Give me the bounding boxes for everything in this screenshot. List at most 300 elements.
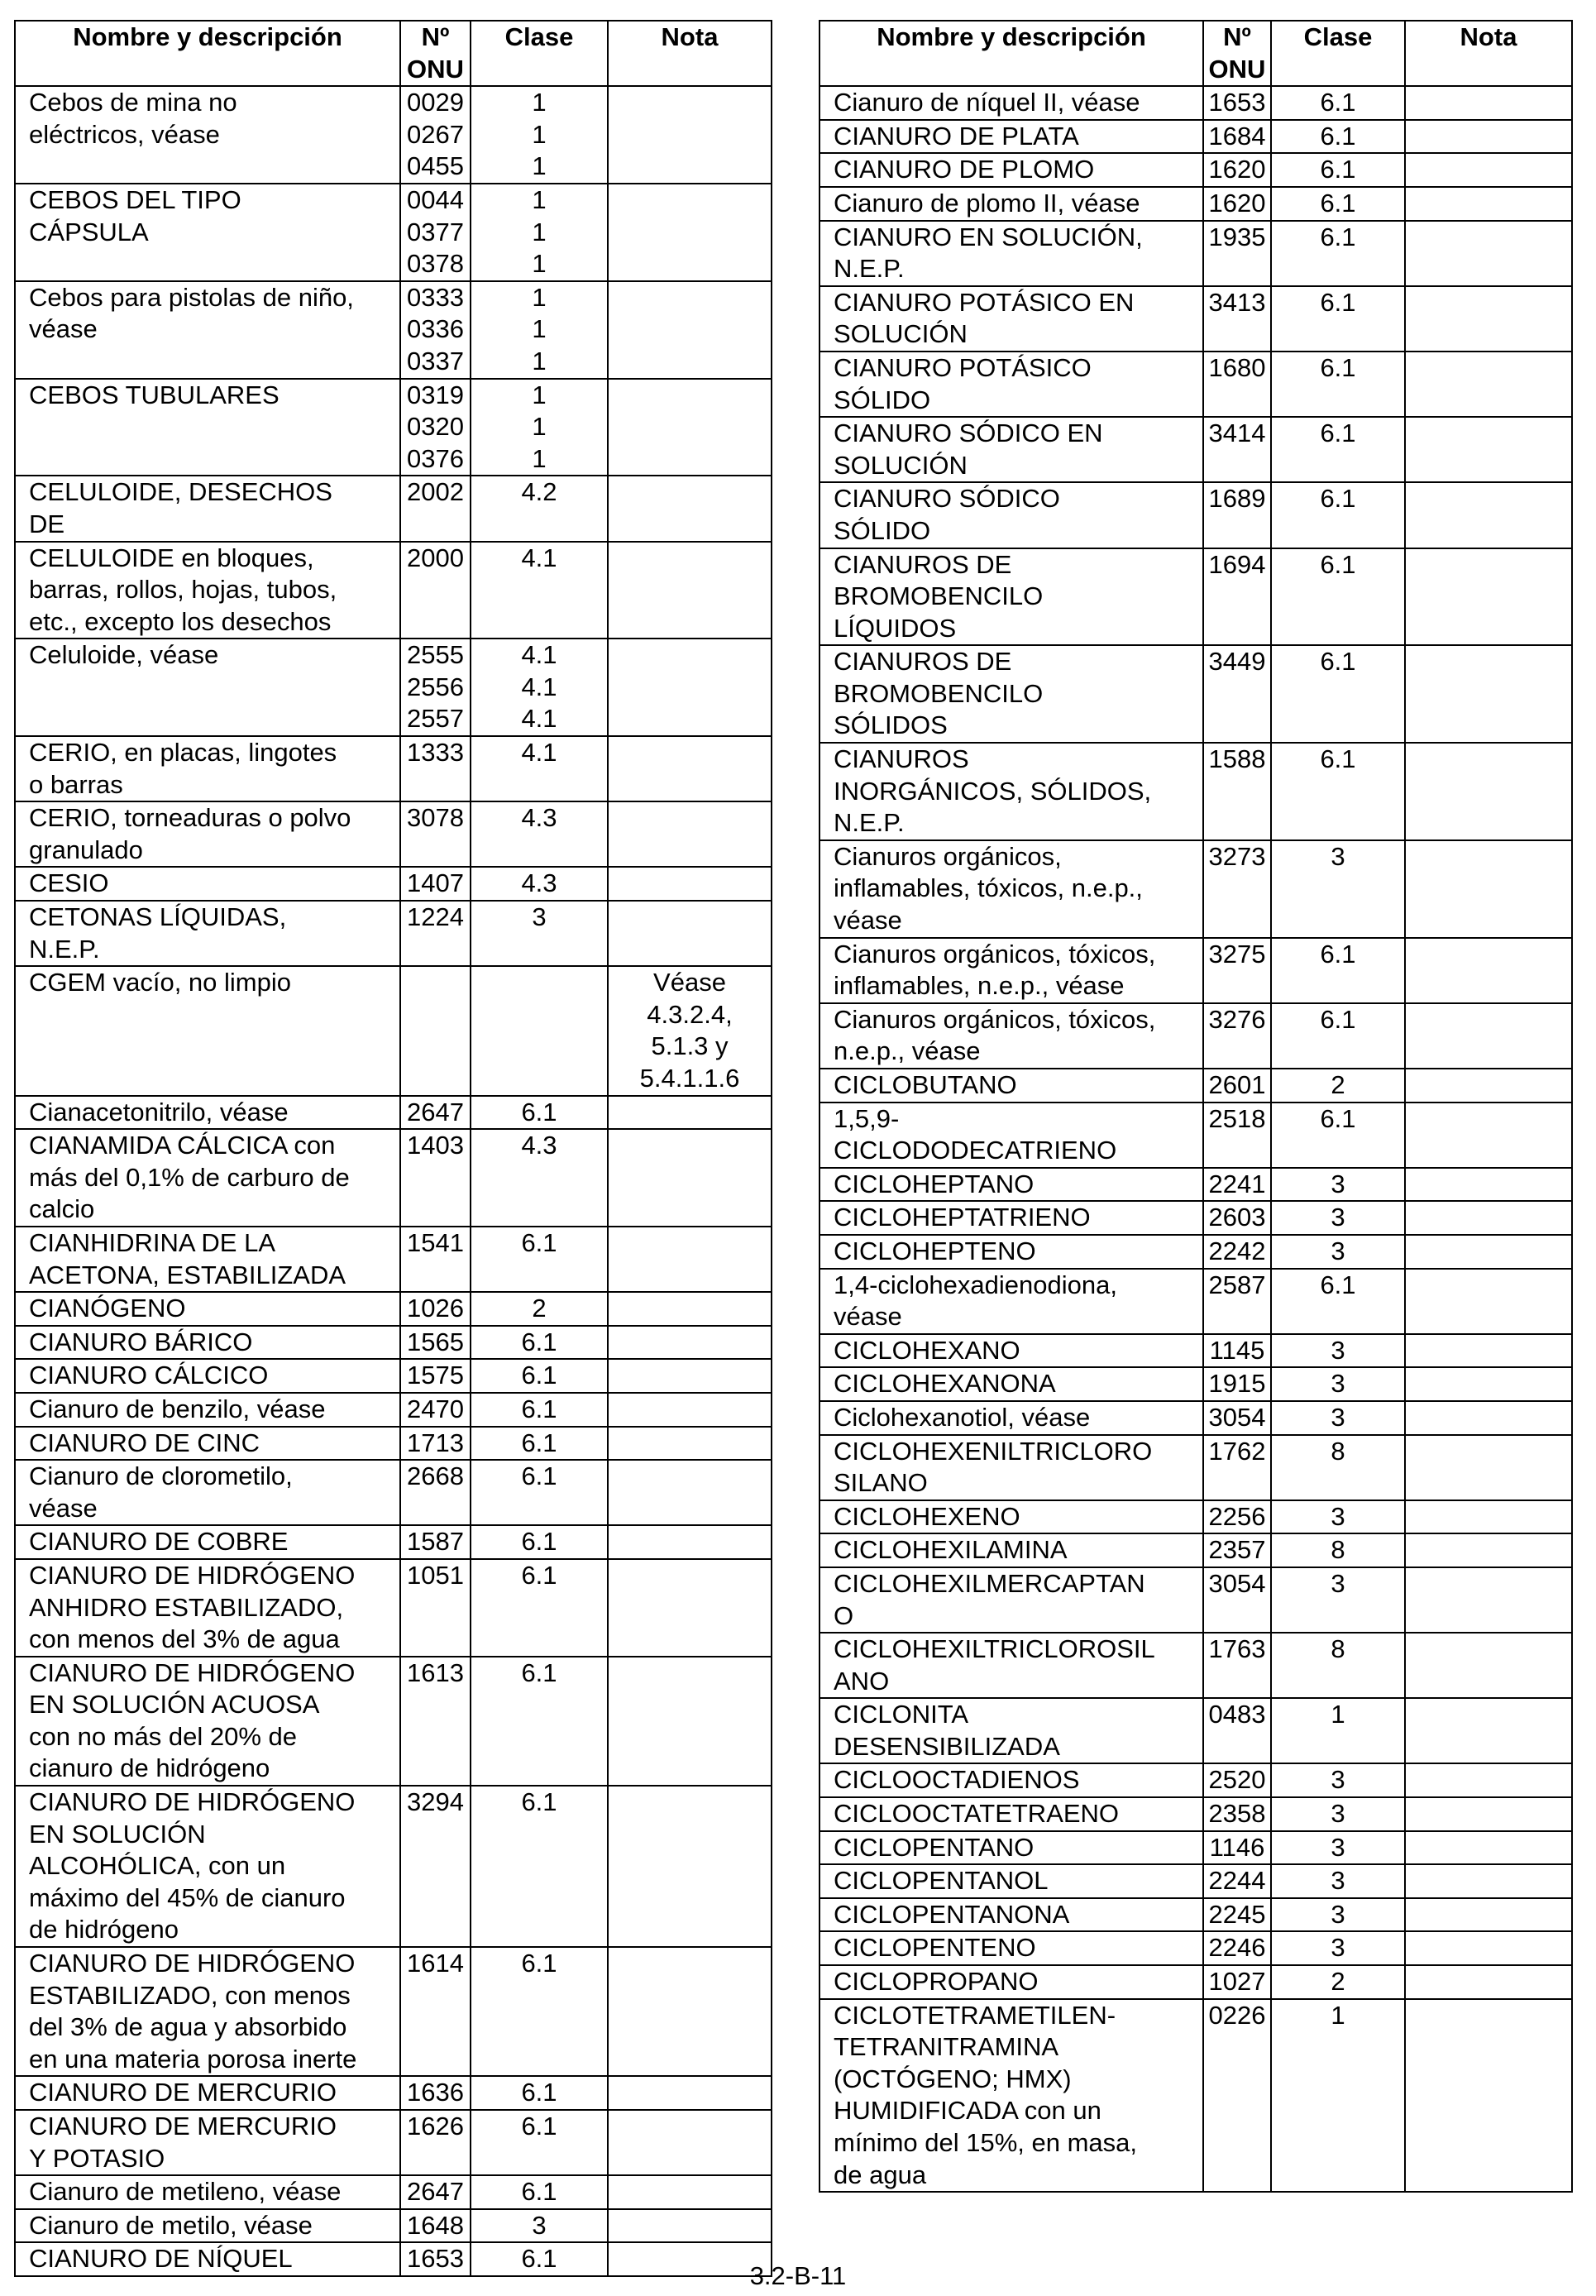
cell-un-number: 1636 <box>400 2076 471 2110</box>
cell-name: CIANÓGENO <box>15 1292 400 1326</box>
cell-note <box>1405 417 1572 482</box>
cell-un-number: 1146 <box>1203 1831 1271 1865</box>
table-row <box>15 736 772 801</box>
cell-note <box>1405 1965 1572 1999</box>
table-row <box>820 938 1572 1003</box>
cell-name: Cianuro de clorometilo, véase <box>15 1460 400 1525</box>
cell-note <box>608 901 772 966</box>
cell-class: 6.1 <box>1271 153 1405 187</box>
cell-class: 4.1 4.1 4.1 <box>471 639 608 736</box>
cell-name: CETONAS LÍQUIDAS, N.E.P. <box>15 901 400 966</box>
cell-un-number: 0483 <box>1203 1698 1271 1763</box>
cell-class: 6.1 <box>471 1326 608 1360</box>
cell-class: 3 <box>1271 1567 1405 1633</box>
cell-name: CIANURO POTÁSICO SÓLIDO <box>820 352 1203 417</box>
table-row <box>820 1003 1572 1069</box>
cell-class: 3 <box>471 901 608 966</box>
cell-name: CIANURO DE HIDRÓGENO ESTABILIZADO, con menos del 3% de agua y absorbido en una materia porosa inerte <box>15 1947 400 2076</box>
cell-class: 6.1 <box>1271 1269 1405 1334</box>
table-row <box>15 2110 772 2175</box>
cell-note <box>1405 1334 1572 1368</box>
cell-note <box>1405 286 1572 352</box>
cell-un-number: 3054 <box>1203 1567 1271 1633</box>
cell-name: CICLOPENTANONA <box>820 1898 1203 1932</box>
table-row <box>15 966 772 1095</box>
cell-class: 3 <box>1271 1235 1405 1269</box>
cell-name: CELULOIDE, DESECHOS DE <box>15 476 400 541</box>
cell-note: Véase 4.3.2.4, 5.1.3 y 5.4.1.1.6 <box>608 966 772 1095</box>
cell-note <box>1405 1500 1572 1534</box>
table-row <box>820 1235 1572 1269</box>
cell-name: CEBOS TUBULARES <box>15 379 400 476</box>
dangerous-goods-table-left <box>14 20 772 2277</box>
cell-note <box>608 1129 772 1227</box>
cell-un-number: 1575 <box>400 1359 471 1393</box>
cell-un-number: 1626 <box>400 2110 471 2175</box>
cell-note <box>608 2209 772 2243</box>
cell-class: 6.1 <box>471 1227 608 1292</box>
cell-note <box>608 2110 772 2175</box>
cell-note <box>1405 1931 1572 1965</box>
table-row <box>15 1460 772 1525</box>
cell-un-number: 0044 0377 0378 <box>400 184 471 281</box>
cell-name: Cianuro de metilo, véase <box>15 2209 400 2243</box>
cell-class: 6.1 <box>471 1786 608 1947</box>
table-row <box>820 1898 1572 1932</box>
cell-class: 6.1 <box>471 1559 608 1657</box>
table-row <box>15 1129 772 1227</box>
cell-note <box>1405 1003 1572 1069</box>
cell-note <box>1405 1103 1572 1168</box>
cell-class: 1 1 1 <box>471 86 608 184</box>
table-row <box>15 1292 772 1326</box>
table-row <box>820 1567 1572 1633</box>
cell-un-number: 1333 <box>400 736 471 801</box>
table-row <box>15 1657 772 1786</box>
cell-name: CIANUROS DE BROMOBENCILO SÓLIDOS <box>820 645 1203 743</box>
cell-name: CIANURO POTÁSICO EN SOLUCIÓN <box>820 286 1203 352</box>
cell-name: CIANURO EN SOLUCIÓN, N.E.P. <box>820 221 1203 286</box>
cell-un-number: 0333 0336 0337 <box>400 281 471 379</box>
cell-name: CICLOPENTANO <box>820 1831 1203 1865</box>
table-row <box>15 1427 772 1461</box>
cell-un-number: 2603 <box>1203 1201 1271 1235</box>
table-row <box>15 184 772 281</box>
cell-un-number: 3449 <box>1203 645 1271 743</box>
table-row <box>15 1326 772 1360</box>
cell-un-number: 3414 <box>1203 417 1271 482</box>
cell-un-number: 2520 <box>1203 1763 1271 1797</box>
cell-un-number: 0226 <box>1203 1999 1271 2193</box>
cell-note <box>1405 86 1572 120</box>
cell-name: CIANAMIDA CÁLCICA con más del 0,1% de carburo de calcio <box>15 1129 400 1227</box>
cell-class: 6.1 <box>1271 938 1405 1003</box>
cell-un-number: 2601 <box>1203 1069 1271 1103</box>
cell-un-number: 3054 <box>1203 1401 1271 1435</box>
table-row <box>820 1269 1572 1334</box>
cell-note <box>608 86 772 184</box>
cell-class: 2 <box>1271 1965 1405 1999</box>
cell-name: CGEM vacío, no limpio <box>15 966 400 1095</box>
cell-note <box>1405 645 1572 743</box>
cell-class: 6.1 <box>471 2110 608 2175</box>
table-row <box>820 1435 1572 1500</box>
cell-name: CIANHIDRINA DE LA ACETONA, ESTABILIZADA <box>15 1227 400 1292</box>
table-row <box>15 281 772 379</box>
table-row <box>820 1999 1572 2193</box>
table-row <box>820 1168 1572 1202</box>
cell-class: 1 <box>1271 1698 1405 1763</box>
table-row <box>820 1334 1572 1368</box>
cell-name: CICLOHEXANO <box>820 1334 1203 1368</box>
cell-un-number: 2668 <box>400 1460 471 1525</box>
table-row <box>820 1864 1572 1898</box>
cell-un-number: 2241 <box>1203 1168 1271 1202</box>
cell-un-number: 1935 <box>1203 221 1271 286</box>
cell-un-number: 1620 <box>1203 187 1271 221</box>
cell-name: Cianuros orgánicos, tóxicos, n.e.p., véase <box>820 1003 1203 1069</box>
cell-class: 6.1 <box>1271 1003 1405 1069</box>
cell-class: 6.1 <box>1271 743 1405 840</box>
cell-note <box>1405 1633 1572 1698</box>
cell-un-number: 1620 <box>1203 153 1271 187</box>
cell-class: 6.1 <box>471 1359 608 1393</box>
table-row <box>15 86 772 184</box>
cell-un-number: 1689 <box>1203 482 1271 548</box>
cell-class: 6.1 <box>1271 221 1405 286</box>
cell-class: 6.1 <box>1271 286 1405 352</box>
cell-class: 4.1 <box>471 736 608 801</box>
cell-class <box>471 966 608 1095</box>
cell-class: 2 <box>1271 1069 1405 1103</box>
cell-name: CICLOBUTANO <box>820 1069 1203 1103</box>
cell-note <box>1405 743 1572 840</box>
cell-note <box>608 1393 772 1427</box>
cell-note <box>1405 352 1572 417</box>
table-row <box>15 476 772 541</box>
cell-class: 6.1 <box>1271 1103 1405 1168</box>
table-row <box>820 1763 1572 1797</box>
cell-note <box>608 1460 772 1525</box>
cell-name: CIANURO SÓDICO EN SOLUCIÓN <box>820 417 1203 482</box>
cell-class: 1 1 1 <box>471 281 608 379</box>
table-row <box>820 1500 1572 1534</box>
cell-class: 6.1 <box>471 1657 608 1786</box>
cell-un-number: 2244 <box>1203 1864 1271 1898</box>
table-row <box>820 1201 1572 1235</box>
cell-note <box>608 1525 772 1559</box>
table-row <box>15 1096 772 1130</box>
cell-name: CICLOHEPTENO <box>820 1235 1203 1269</box>
cell-un-number: 1653 <box>1203 86 1271 120</box>
dangerous-goods-table-right <box>819 20 1573 2193</box>
cell-un-number: 2518 <box>1203 1103 1271 1168</box>
cell-un-number: 2555 2556 2557 <box>400 639 471 736</box>
cell-name: Cebos de mina no eléctricos, véase <box>15 86 400 184</box>
cell-class: 1 <box>1271 1999 1405 2193</box>
cell-name: CICLOHEXENILTRICLORO SILANO <box>820 1435 1203 1500</box>
cell-un-number: 2256 <box>1203 1500 1271 1534</box>
cell-un-number: 1762 <box>1203 1435 1271 1500</box>
table-row <box>15 2209 772 2243</box>
cell-class: 3 <box>1271 1931 1405 1965</box>
table-row <box>820 1367 1572 1401</box>
table-row <box>15 1525 772 1559</box>
table-header-row <box>820 21 1572 86</box>
table-row <box>820 1633 1572 1698</box>
cell-un-number: 2470 <box>400 1393 471 1427</box>
cell-un-number: 1915 <box>1203 1367 1271 1401</box>
cell-name: 1,4-ciclohexadienodiona, véase <box>820 1269 1203 1334</box>
cell-note <box>1405 1168 1572 1202</box>
cell-note <box>608 1427 772 1461</box>
cell-note <box>608 1096 772 1130</box>
cell-class: 3 <box>1271 1831 1405 1865</box>
cell-class: 6.1 <box>1271 120 1405 154</box>
cell-note <box>1405 1698 1572 1763</box>
cell-name: Cianuro de níquel II, véase <box>820 86 1203 120</box>
cell-class: 3 <box>1271 1763 1405 1797</box>
cell-class: 6.1 <box>471 1393 608 1427</box>
cell-note <box>1405 840 1572 938</box>
table-row <box>15 801 772 867</box>
cell-class: 6.1 <box>1271 352 1405 417</box>
cell-note <box>1405 1201 1572 1235</box>
cell-class: 6.1 <box>1271 548 1405 646</box>
cell-un-number: 1588 <box>1203 743 1271 840</box>
cell-un-number: 1694 <box>1203 548 1271 646</box>
table-row <box>820 548 1572 646</box>
cell-name: CEBOS DEL TIPO CÁPSULA <box>15 184 400 281</box>
cell-name: CIANURO DE HIDRÓGENO EN SOLUCIÓN ALCOHÓLICA, con un máximo del 45% de cianuro de hidrógeno <box>15 1786 400 1947</box>
table-row <box>15 867 772 901</box>
cell-name: CESIO <box>15 867 400 901</box>
cell-name: CICLOHEXENO <box>820 1500 1203 1534</box>
cell-name: CIANURO DE PLOMO <box>820 153 1203 187</box>
cell-class: 6.1 <box>471 2076 608 2110</box>
table-row <box>820 1931 1572 1965</box>
cell-name: CIANURO SÓDICO SÓLIDO <box>820 482 1203 548</box>
cell-note <box>1405 1898 1572 1932</box>
table-row <box>15 1947 772 2076</box>
table-row <box>820 221 1572 286</box>
cell-un-number: 1051 <box>400 1559 471 1657</box>
cell-name: CIANURO DE HIDRÓGENO EN SOLUCIÓN ACUOSA con no más del 20% de cianuro de hidrógeno <box>15 1657 400 1786</box>
table-row <box>15 1786 772 1947</box>
cell-un-number: 3273 <box>1203 840 1271 938</box>
cell-class: 4.3 <box>471 867 608 901</box>
cell-un-number: 2647 <box>400 1096 471 1130</box>
cell-class: 1 1 1 <box>471 379 608 476</box>
cell-name: CIANURO DE MERCURIO Y POTASIO <box>15 2110 400 2175</box>
table-row <box>15 2076 772 2110</box>
table-row <box>15 542 772 639</box>
cell-class: 8 <box>1271 1435 1405 1500</box>
cell-name: CICLOOCTADIENOS <box>820 1763 1203 1797</box>
cell-un-number: 2647 <box>400 2175 471 2209</box>
table-row <box>820 482 1572 548</box>
cell-un-number: 1763 <box>1203 1633 1271 1698</box>
cell-class: 3 <box>1271 1797 1405 1831</box>
table-row <box>820 417 1572 482</box>
cell-note <box>608 2175 772 2209</box>
cell-name: Celuloide, véase <box>15 639 400 736</box>
cell-name: Cianuros orgánicos, tóxicos, inflamables, n.e.p., véase <box>820 938 1203 1003</box>
cell-class: 6.1 <box>471 2242 608 2276</box>
cell-class: 3 <box>1271 1864 1405 1898</box>
cell-class: 3 <box>1271 1401 1405 1435</box>
cell-un-number: 3078 <box>400 801 471 867</box>
cell-class: 2 <box>471 1292 608 1326</box>
cell-class: 6.1 <box>1271 187 1405 221</box>
cell-class: 3 <box>1271 1898 1405 1932</box>
cell-note <box>608 1326 772 1360</box>
cell-name: CICLOHEPTATRIENO <box>820 1201 1203 1235</box>
cell-class: 6.1 <box>1271 417 1405 482</box>
cell-name: CERIO, torneaduras o polvo granulado <box>15 801 400 867</box>
cell-name: CIANURO DE MERCURIO <box>15 2076 400 2110</box>
cell-name: CICLOTETRAMETILEN- TETRANITRAMINA (OCTÓGENO; HMX) HUMIDIFICADA con un mínimo del 15%, en masa, de agua <box>820 1999 1203 2193</box>
header-note: Nota <box>1405 21 1572 86</box>
cell-un-number: 2246 <box>1203 1931 1271 1965</box>
cell-class: 4.2 <box>471 476 608 541</box>
table-header-row <box>15 21 772 86</box>
table-row <box>820 1103 1572 1168</box>
cell-un-number: 3275 <box>1203 938 1271 1003</box>
cell-name: CICLOHEXANONA <box>820 1367 1203 1401</box>
table-row <box>820 86 1572 120</box>
table-row <box>820 1401 1572 1435</box>
cell-class: 3 <box>1271 1334 1405 1368</box>
table-row <box>820 1069 1572 1103</box>
cell-un-number: 0029 0267 0455 <box>400 86 471 184</box>
cell-un-number: 1541 <box>400 1227 471 1292</box>
cell-name: CIANURO DE PLATA <box>820 120 1203 154</box>
cell-un-number: 2357 <box>1203 1533 1271 1567</box>
cell-un-number: 1684 <box>1203 120 1271 154</box>
cell-class: 6.1 <box>1271 482 1405 548</box>
cell-class: 1 1 1 <box>471 184 608 281</box>
cell-un-number: 3413 <box>1203 286 1271 352</box>
cell-class: 3 <box>1271 1168 1405 1202</box>
table-row <box>820 1797 1572 1831</box>
cell-class: 3 <box>1271 1500 1405 1534</box>
cell-note <box>608 379 772 476</box>
cell-note <box>608 639 772 736</box>
cell-class: 4.3 <box>471 1129 608 1227</box>
cell-un-number: 2002 <box>400 476 471 541</box>
cell-note <box>1405 1435 1572 1500</box>
cell-note <box>608 801 772 867</box>
table-row <box>820 120 1572 154</box>
cell-name: CICLOPROPANO <box>820 1965 1203 1999</box>
cell-name: CERIO, en placas, lingotes o barras <box>15 736 400 801</box>
cell-un-number: 1565 <box>400 1326 471 1360</box>
cell-note <box>608 1786 772 1947</box>
header-class: Clase <box>1271 21 1405 86</box>
cell-un-number: 2587 <box>1203 1269 1271 1334</box>
cell-note <box>1405 1069 1572 1103</box>
table-row <box>820 1965 1572 1999</box>
cell-note <box>1405 1763 1572 1797</box>
cell-un-number: 1224 <box>400 901 471 966</box>
table-row <box>15 379 772 476</box>
cell-un-number: 1680 <box>1203 352 1271 417</box>
cell-name: CIANUROS DE BROMOBENCILO LÍQUIDOS <box>820 548 1203 646</box>
cell-name: CICLOHEXILAMINA <box>820 1533 1203 1567</box>
cell-class: 3 <box>1271 1201 1405 1235</box>
cell-name: CICLOHEPTANO <box>820 1168 1203 1202</box>
table-row <box>820 153 1572 187</box>
cell-name: Cianuro de benzilo, véase <box>15 1393 400 1427</box>
cell-un-number: 2242 <box>1203 1235 1271 1269</box>
table-row <box>15 1393 772 1427</box>
cell-un-number: 1407 <box>400 867 471 901</box>
cell-note <box>1405 1235 1572 1269</box>
cell-un-number: 1648 <box>400 2209 471 2243</box>
cell-name: CIANURO DE HIDRÓGENO ANHIDRO ESTABILIZADO, con menos del 3% de agua <box>15 1559 400 1657</box>
table-row <box>15 1559 772 1657</box>
cell-note <box>1405 1401 1572 1435</box>
cell-note <box>608 1359 772 1393</box>
table-row <box>820 187 1572 221</box>
header-un-number: Nº ONU <box>1203 21 1271 86</box>
table-row <box>820 1831 1572 1865</box>
cell-class: 3 <box>1271 1367 1405 1401</box>
cell-note <box>608 1947 772 2076</box>
cell-note <box>1405 1567 1572 1633</box>
cell-note <box>1405 1999 1572 2193</box>
cell-note <box>1405 1797 1572 1831</box>
cell-note <box>608 1559 772 1657</box>
cell-name: Cianuro de plomo II, véase <box>820 187 1203 221</box>
cell-un-number: 2358 <box>1203 1797 1271 1831</box>
cell-name: CICLOPENTANOL <box>820 1864 1203 1898</box>
cell-name: CIANURO DE COBRE <box>15 1525 400 1559</box>
cell-note <box>608 184 772 281</box>
table-row <box>820 743 1572 840</box>
cell-class: 6.1 <box>1271 86 1405 120</box>
cell-name: CELULOIDE en bloques, barras, rollos, hojas, tubos, etc., excepto los desechos <box>15 542 400 639</box>
cell-class: 6.1 <box>471 1096 608 1130</box>
cell-name: Cianacetonitrilo, véase <box>15 1096 400 1130</box>
table-row <box>820 645 1572 743</box>
cell-un-number: 1613 <box>400 1657 471 1786</box>
cell-name: Cianuros orgánicos, inflamables, tóxicos, n.e.p., véase <box>820 840 1203 938</box>
cell-name: 1,5,9- CICLODODECATRIENO <box>820 1103 1203 1168</box>
cell-name: CICLOHEXILMERCAPTAN O <box>820 1567 1203 1633</box>
header-class: Clase <box>471 21 608 86</box>
cell-class: 4.3 <box>471 801 608 867</box>
cell-name: Cebos para pistolas de niño, véase <box>15 281 400 379</box>
cell-note <box>1405 482 1572 548</box>
cell-un-number: 3294 <box>400 1786 471 1947</box>
cell-name: Cianuro de metileno, véase <box>15 2175 400 2209</box>
cell-class: 6.1 <box>471 1947 608 2076</box>
header-name: Nombre y descripción <box>820 21 1203 86</box>
cell-un-number: 0319 0320 0376 <box>400 379 471 476</box>
cell-note <box>1405 548 1572 646</box>
cell-note <box>1405 1269 1572 1334</box>
cell-note <box>608 281 772 379</box>
cell-un-number: 1026 <box>400 1292 471 1326</box>
cell-name: CICLOHEXILTRICLOROSIL ANO <box>820 1633 1203 1698</box>
header-un-number: Nº ONU <box>400 21 471 86</box>
header-note: Nota <box>608 21 772 86</box>
cell-class: 3 <box>471 2209 608 2243</box>
cell-name: CICLOOCTATETRAENO <box>820 1797 1203 1831</box>
cell-note <box>608 736 772 801</box>
